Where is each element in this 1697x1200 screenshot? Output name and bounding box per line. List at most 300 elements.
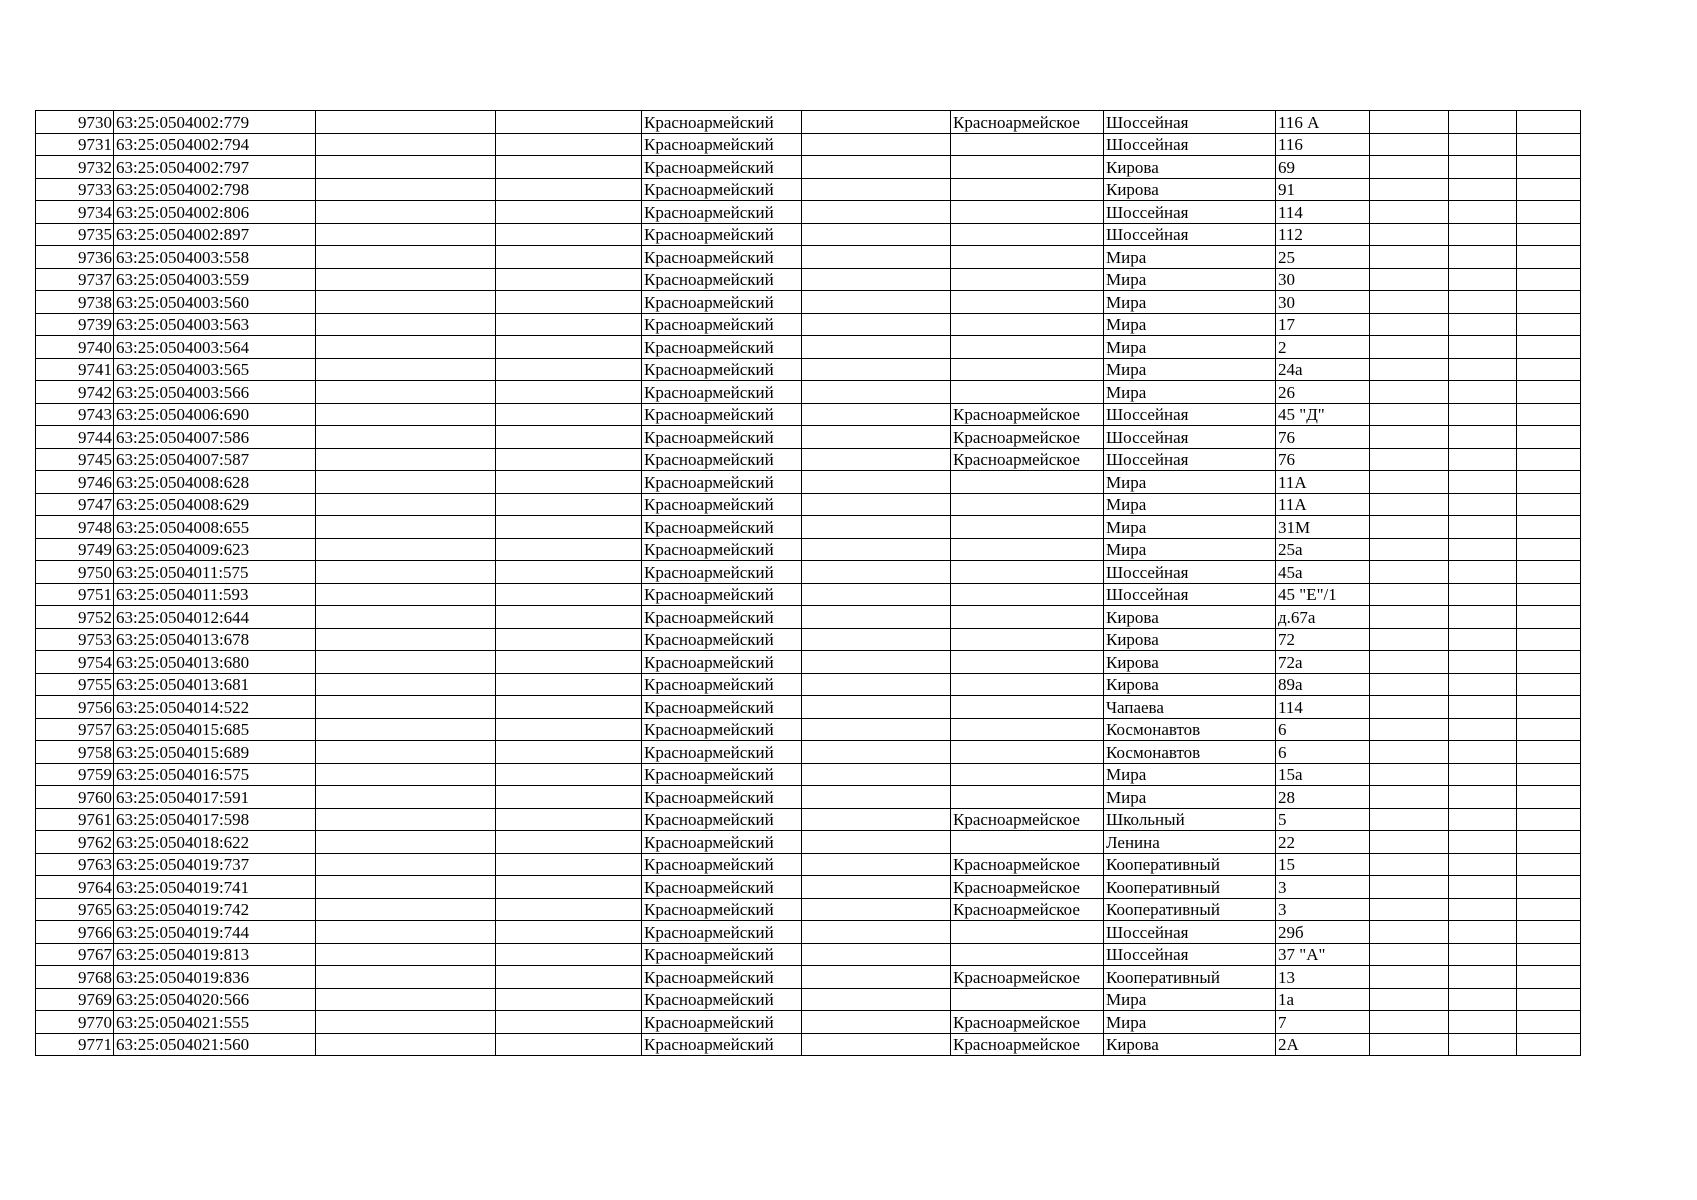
cadastral-number-cell: 63:25:0504008:655 <box>114 516 316 539</box>
house-number-cell: 26 <box>1276 381 1370 404</box>
empty-cell <box>802 876 951 899</box>
empty-cell <box>1517 133 1581 156</box>
street-cell: Мира <box>1104 763 1276 786</box>
row-number-cell: 9755 <box>36 673 114 696</box>
empty-cell <box>1370 943 1449 966</box>
empty-cell <box>1449 291 1517 314</box>
house-number-cell: 22 <box>1276 831 1370 854</box>
table-row <box>36 988 1581 1011</box>
empty-cell <box>1517 111 1581 134</box>
empty-cell <box>1370 988 1449 1011</box>
table-row <box>36 493 1581 516</box>
empty-cell <box>496 336 642 359</box>
table-row <box>36 943 1581 966</box>
street-cell: Шоссейная <box>1104 921 1276 944</box>
empty-cell <box>316 651 496 674</box>
cadastral-number-cell: 63:25:0504019:737 <box>114 853 316 876</box>
empty-cell <box>316 763 496 786</box>
empty-cell <box>1517 853 1581 876</box>
empty-cell <box>802 111 951 134</box>
empty-cell <box>1370 178 1449 201</box>
empty-cell <box>316 178 496 201</box>
settlement-cell <box>951 921 1104 944</box>
empty-cell <box>802 943 951 966</box>
row-number-cell: 9739 <box>36 313 114 336</box>
empty-cell <box>1449 876 1517 899</box>
empty-cell <box>1449 786 1517 809</box>
empty-cell <box>1449 178 1517 201</box>
empty-cell <box>1370 291 1449 314</box>
house-number-cell: 24а <box>1276 358 1370 381</box>
table-row <box>36 471 1581 494</box>
empty-cell <box>1449 606 1517 629</box>
empty-cell <box>802 561 951 584</box>
table-row <box>36 696 1581 719</box>
settlement-cell <box>951 291 1104 314</box>
empty-cell <box>1517 876 1581 899</box>
street-cell: Мира <box>1104 336 1276 359</box>
empty-cell <box>1449 246 1517 269</box>
empty-cell <box>802 178 951 201</box>
empty-cell <box>1449 133 1517 156</box>
district-cell: Красноармейский <box>642 763 802 786</box>
row-number-cell: 9759 <box>36 763 114 786</box>
row-number-cell: 9752 <box>36 606 114 629</box>
empty-cell <box>496 988 642 1011</box>
settlement-cell <box>951 178 1104 201</box>
settlement-cell <box>951 201 1104 224</box>
district-cell: Красноармейский <box>642 876 802 899</box>
empty-cell <box>496 898 642 921</box>
table-row <box>36 336 1581 359</box>
table-row <box>36 651 1581 674</box>
row-number-cell: 9747 <box>36 493 114 516</box>
empty-cell <box>1517 763 1581 786</box>
empty-cell <box>316 358 496 381</box>
empty-cell <box>1370 403 1449 426</box>
street-cell: Мира <box>1104 516 1276 539</box>
empty-cell <box>802 966 951 989</box>
empty-cell <box>1517 898 1581 921</box>
table-row <box>36 268 1581 291</box>
table-row <box>36 156 1581 179</box>
cadastral-number-cell: 63:25:0504017:598 <box>114 808 316 831</box>
empty-cell <box>496 943 642 966</box>
house-number-cell: 45 "Д" <box>1276 403 1370 426</box>
empty-cell <box>1449 313 1517 336</box>
empty-cell <box>1449 448 1517 471</box>
row-number-cell: 9758 <box>36 741 114 764</box>
empty-cell <box>802 673 951 696</box>
cadastral-number-cell: 63:25:0504006:690 <box>114 403 316 426</box>
district-cell: Красноармейский <box>642 313 802 336</box>
empty-cell <box>1370 426 1449 449</box>
empty-cell <box>496 741 642 764</box>
street-cell: Мира <box>1104 268 1276 291</box>
house-number-cell: 28 <box>1276 786 1370 809</box>
row-number-cell: 9741 <box>36 358 114 381</box>
street-cell: Шоссейная <box>1104 111 1276 134</box>
cadastral-number-cell: 63:25:0504012:644 <box>114 606 316 629</box>
empty-cell <box>1517 921 1581 944</box>
empty-cell <box>1449 156 1517 179</box>
table-row <box>36 201 1581 224</box>
row-number-cell: 9766 <box>36 921 114 944</box>
empty-cell <box>496 471 642 494</box>
empty-cell <box>496 201 642 224</box>
empty-cell <box>316 1033 496 1056</box>
cadastral-number-cell: 63:25:0504007:587 <box>114 448 316 471</box>
street-cell: Шоссейная <box>1104 561 1276 584</box>
settlement-cell: Красноармейское <box>951 448 1104 471</box>
table-row <box>36 876 1581 899</box>
empty-cell <box>1517 1033 1581 1056</box>
house-number-cell: 11А <box>1276 471 1370 494</box>
empty-cell <box>1449 741 1517 764</box>
empty-cell <box>1449 696 1517 719</box>
empty-cell <box>1449 628 1517 651</box>
row-number-cell: 9744 <box>36 426 114 449</box>
empty-cell <box>1517 493 1581 516</box>
house-number-cell: 6 <box>1276 718 1370 741</box>
empty-cell <box>1517 538 1581 561</box>
cadastral-number-cell: 63:25:0504003:559 <box>114 268 316 291</box>
table-row <box>36 898 1581 921</box>
empty-cell <box>1449 808 1517 831</box>
empty-cell <box>496 583 642 606</box>
house-number-cell: 72 <box>1276 628 1370 651</box>
document-page <box>35 110 1581 1056</box>
empty-cell <box>1517 223 1581 246</box>
settlement-cell: Красноармейское <box>951 403 1104 426</box>
street-cell: Чапаева <box>1104 696 1276 719</box>
settlement-cell: Красноармейское <box>951 1011 1104 1034</box>
cadastral-number-cell: 63:25:0504003:565 <box>114 358 316 381</box>
settlement-cell <box>951 831 1104 854</box>
settlement-cell <box>951 628 1104 651</box>
district-cell: Красноармейский <box>642 741 802 764</box>
empty-cell <box>802 448 951 471</box>
empty-cell <box>316 268 496 291</box>
street-cell: Кирова <box>1104 673 1276 696</box>
empty-cell <box>1370 516 1449 539</box>
empty-cell <box>316 538 496 561</box>
empty-cell <box>1517 291 1581 314</box>
street-cell: Кирова <box>1104 651 1276 674</box>
cadastral-number-cell: 63:25:0504002:897 <box>114 223 316 246</box>
empty-cell <box>1449 358 1517 381</box>
street-cell: Кооперативный <box>1104 966 1276 989</box>
empty-cell <box>1449 718 1517 741</box>
table-row <box>36 966 1581 989</box>
empty-cell <box>802 493 951 516</box>
empty-cell <box>316 808 496 831</box>
settlement-cell <box>951 223 1104 246</box>
house-number-cell: 1а <box>1276 988 1370 1011</box>
cadastral-number-cell: 63:25:0504008:628 <box>114 471 316 494</box>
cadastral-number-cell: 63:25:0504015:689 <box>114 741 316 764</box>
empty-cell <box>802 538 951 561</box>
settlement-cell <box>951 943 1104 966</box>
house-number-cell: 116 А <box>1276 111 1370 134</box>
empty-cell <box>496 786 642 809</box>
empty-cell <box>316 583 496 606</box>
empty-cell <box>802 313 951 336</box>
house-number-cell: 114 <box>1276 696 1370 719</box>
empty-cell <box>1517 178 1581 201</box>
street-cell: Мира <box>1104 313 1276 336</box>
row-number-cell: 9735 <box>36 223 114 246</box>
empty-cell <box>316 718 496 741</box>
empty-cell <box>1449 561 1517 584</box>
empty-cell <box>1449 403 1517 426</box>
empty-cell <box>802 426 951 449</box>
cadastral-number-cell: 63:25:0504013:681 <box>114 673 316 696</box>
empty-cell <box>1449 763 1517 786</box>
row-number-cell: 9771 <box>36 1033 114 1056</box>
empty-cell <box>496 808 642 831</box>
empty-cell <box>1517 201 1581 224</box>
empty-cell <box>1449 381 1517 404</box>
house-number-cell: 114 <box>1276 201 1370 224</box>
house-number-cell: 69 <box>1276 156 1370 179</box>
empty-cell <box>1517 718 1581 741</box>
table-row <box>36 1033 1581 1056</box>
table-row <box>36 381 1581 404</box>
empty-cell <box>316 246 496 269</box>
empty-cell <box>1517 1011 1581 1034</box>
row-number-cell: 9757 <box>36 718 114 741</box>
settlement-cell <box>951 268 1104 291</box>
settlement-cell <box>951 336 1104 359</box>
empty-cell <box>1449 831 1517 854</box>
cadastral-number-cell: 63:25:0504020:566 <box>114 988 316 1011</box>
empty-cell <box>1370 156 1449 179</box>
empty-cell <box>1517 651 1581 674</box>
street-cell: Мира <box>1104 246 1276 269</box>
table-row <box>36 178 1581 201</box>
cadastral-number-cell: 63:25:0504002:798 <box>114 178 316 201</box>
empty-cell <box>1370 313 1449 336</box>
empty-cell <box>316 493 496 516</box>
cadastral-number-cell: 63:25:0504019:813 <box>114 943 316 966</box>
empty-cell <box>802 651 951 674</box>
empty-cell <box>802 628 951 651</box>
empty-cell <box>1517 313 1581 336</box>
district-cell: Красноармейский <box>642 336 802 359</box>
empty-cell <box>496 111 642 134</box>
district-cell: Красноармейский <box>642 561 802 584</box>
row-number-cell: 9767 <box>36 943 114 966</box>
district-cell: Красноармейский <box>642 651 802 674</box>
street-cell: Кооперативный <box>1104 898 1276 921</box>
settlement-cell <box>951 786 1104 809</box>
cadastral-number-cell: 63:25:0504011:575 <box>114 561 316 584</box>
house-number-cell: 89а <box>1276 673 1370 696</box>
district-cell: Красноармейский <box>642 673 802 696</box>
empty-cell <box>316 201 496 224</box>
cadastral-number-cell: 63:25:0504016:575 <box>114 763 316 786</box>
house-number-cell: 45а <box>1276 561 1370 584</box>
empty-cell <box>802 696 951 719</box>
street-cell: Мира <box>1104 291 1276 314</box>
settlement-cell <box>951 606 1104 629</box>
settlement-cell: Красноармейское <box>951 1033 1104 1056</box>
empty-cell <box>1370 651 1449 674</box>
row-number-cell: 9746 <box>36 471 114 494</box>
cadastral-number-cell: 63:25:0504002:806 <box>114 201 316 224</box>
district-cell: Красноармейский <box>642 358 802 381</box>
empty-cell <box>802 853 951 876</box>
empty-cell <box>1370 111 1449 134</box>
empty-cell <box>1517 786 1581 809</box>
empty-cell <box>1449 538 1517 561</box>
district-cell: Красноармейский <box>642 628 802 651</box>
row-number-cell: 9732 <box>36 156 114 179</box>
empty-cell <box>496 876 642 899</box>
district-cell: Красноармейский <box>642 583 802 606</box>
table-row <box>36 628 1581 651</box>
row-number-cell: 9745 <box>36 448 114 471</box>
row-number-cell: 9738 <box>36 291 114 314</box>
table-row <box>36 246 1581 269</box>
table-row <box>36 538 1581 561</box>
empty-cell <box>802 133 951 156</box>
empty-cell <box>1517 336 1581 359</box>
empty-cell <box>1517 988 1581 1011</box>
empty-cell <box>316 133 496 156</box>
district-cell: Красноармейский <box>642 718 802 741</box>
district-cell: Красноармейский <box>642 246 802 269</box>
cadastral-table <box>35 110 1581 1056</box>
empty-cell <box>316 448 496 471</box>
street-cell: Мира <box>1104 381 1276 404</box>
empty-cell <box>316 426 496 449</box>
table-row <box>36 403 1581 426</box>
empty-cell <box>496 313 642 336</box>
table-row <box>36 448 1581 471</box>
empty-cell <box>802 898 951 921</box>
table-row <box>36 673 1581 696</box>
empty-cell <box>1370 1033 1449 1056</box>
empty-cell <box>1449 426 1517 449</box>
empty-cell <box>1370 1011 1449 1034</box>
row-number-cell: 9764 <box>36 876 114 899</box>
empty-cell <box>1449 223 1517 246</box>
empty-cell <box>496 718 642 741</box>
cadastral-number-cell: 63:25:0504003:560 <box>114 291 316 314</box>
row-number-cell: 9769 <box>36 988 114 1011</box>
street-cell: Мира <box>1104 471 1276 494</box>
empty-cell <box>1370 201 1449 224</box>
empty-cell <box>802 921 951 944</box>
settlement-cell: Красноармейское <box>951 111 1104 134</box>
row-number-cell: 9740 <box>36 336 114 359</box>
empty-cell <box>316 876 496 899</box>
row-number-cell: 9762 <box>36 831 114 854</box>
district-cell: Красноармейский <box>642 403 802 426</box>
empty-cell <box>496 403 642 426</box>
empty-cell <box>316 898 496 921</box>
row-number-cell: 9743 <box>36 403 114 426</box>
district-cell: Красноармейский <box>642 1033 802 1056</box>
empty-cell <box>802 223 951 246</box>
empty-cell <box>496 763 642 786</box>
empty-cell <box>496 381 642 404</box>
settlement-cell: Красноармейское <box>951 876 1104 899</box>
settlement-cell <box>951 313 1104 336</box>
table-row <box>36 763 1581 786</box>
table-row <box>36 313 1581 336</box>
empty-cell <box>802 583 951 606</box>
empty-cell <box>1449 966 1517 989</box>
settlement-cell <box>951 718 1104 741</box>
row-number-cell: 9737 <box>36 268 114 291</box>
street-cell: Кооперативный <box>1104 876 1276 899</box>
empty-cell <box>1449 336 1517 359</box>
row-number-cell: 9751 <box>36 583 114 606</box>
empty-cell <box>1517 403 1581 426</box>
house-number-cell: 2А <box>1276 1033 1370 1056</box>
row-number-cell: 9770 <box>36 1011 114 1034</box>
empty-cell <box>496 538 642 561</box>
cadastral-number-cell: 63:25:0504021:555 <box>114 1011 316 1034</box>
empty-cell <box>496 628 642 651</box>
row-number-cell: 9736 <box>36 246 114 269</box>
empty-cell <box>1517 696 1581 719</box>
empty-cell <box>496 516 642 539</box>
empty-cell <box>1370 358 1449 381</box>
district-cell: Красноармейский <box>642 966 802 989</box>
empty-cell <box>1370 898 1449 921</box>
cadastral-number-cell: 63:25:0504009:623 <box>114 538 316 561</box>
empty-cell <box>1370 336 1449 359</box>
district-cell: Красноармейский <box>642 921 802 944</box>
house-number-cell: 3 <box>1276 876 1370 899</box>
empty-cell <box>1370 808 1449 831</box>
empty-cell <box>802 381 951 404</box>
empty-cell <box>802 516 951 539</box>
empty-cell <box>496 268 642 291</box>
empty-cell <box>1449 111 1517 134</box>
street-cell: Кирова <box>1104 1033 1276 1056</box>
empty-cell <box>802 268 951 291</box>
empty-cell <box>316 966 496 989</box>
house-number-cell: 112 <box>1276 223 1370 246</box>
empty-cell <box>316 853 496 876</box>
house-number-cell: 3 <box>1276 898 1370 921</box>
street-cell: Школьный <box>1104 808 1276 831</box>
empty-cell <box>1517 381 1581 404</box>
empty-cell <box>316 786 496 809</box>
cadastral-number-cell: 63:25:0504021:560 <box>114 1033 316 1056</box>
cadastral-number-cell: 63:25:0504008:629 <box>114 493 316 516</box>
district-cell: Красноармейский <box>642 831 802 854</box>
empty-cell <box>802 606 951 629</box>
empty-cell <box>316 111 496 134</box>
empty-cell <box>1370 876 1449 899</box>
empty-cell <box>802 1011 951 1034</box>
row-number-cell: 9749 <box>36 538 114 561</box>
district-cell: Красноармейский <box>642 853 802 876</box>
empty-cell <box>1370 831 1449 854</box>
empty-cell <box>316 606 496 629</box>
empty-cell <box>1449 516 1517 539</box>
table-row <box>36 561 1581 584</box>
row-number-cell: 9765 <box>36 898 114 921</box>
empty-cell <box>802 1033 951 1056</box>
empty-cell <box>1517 471 1581 494</box>
